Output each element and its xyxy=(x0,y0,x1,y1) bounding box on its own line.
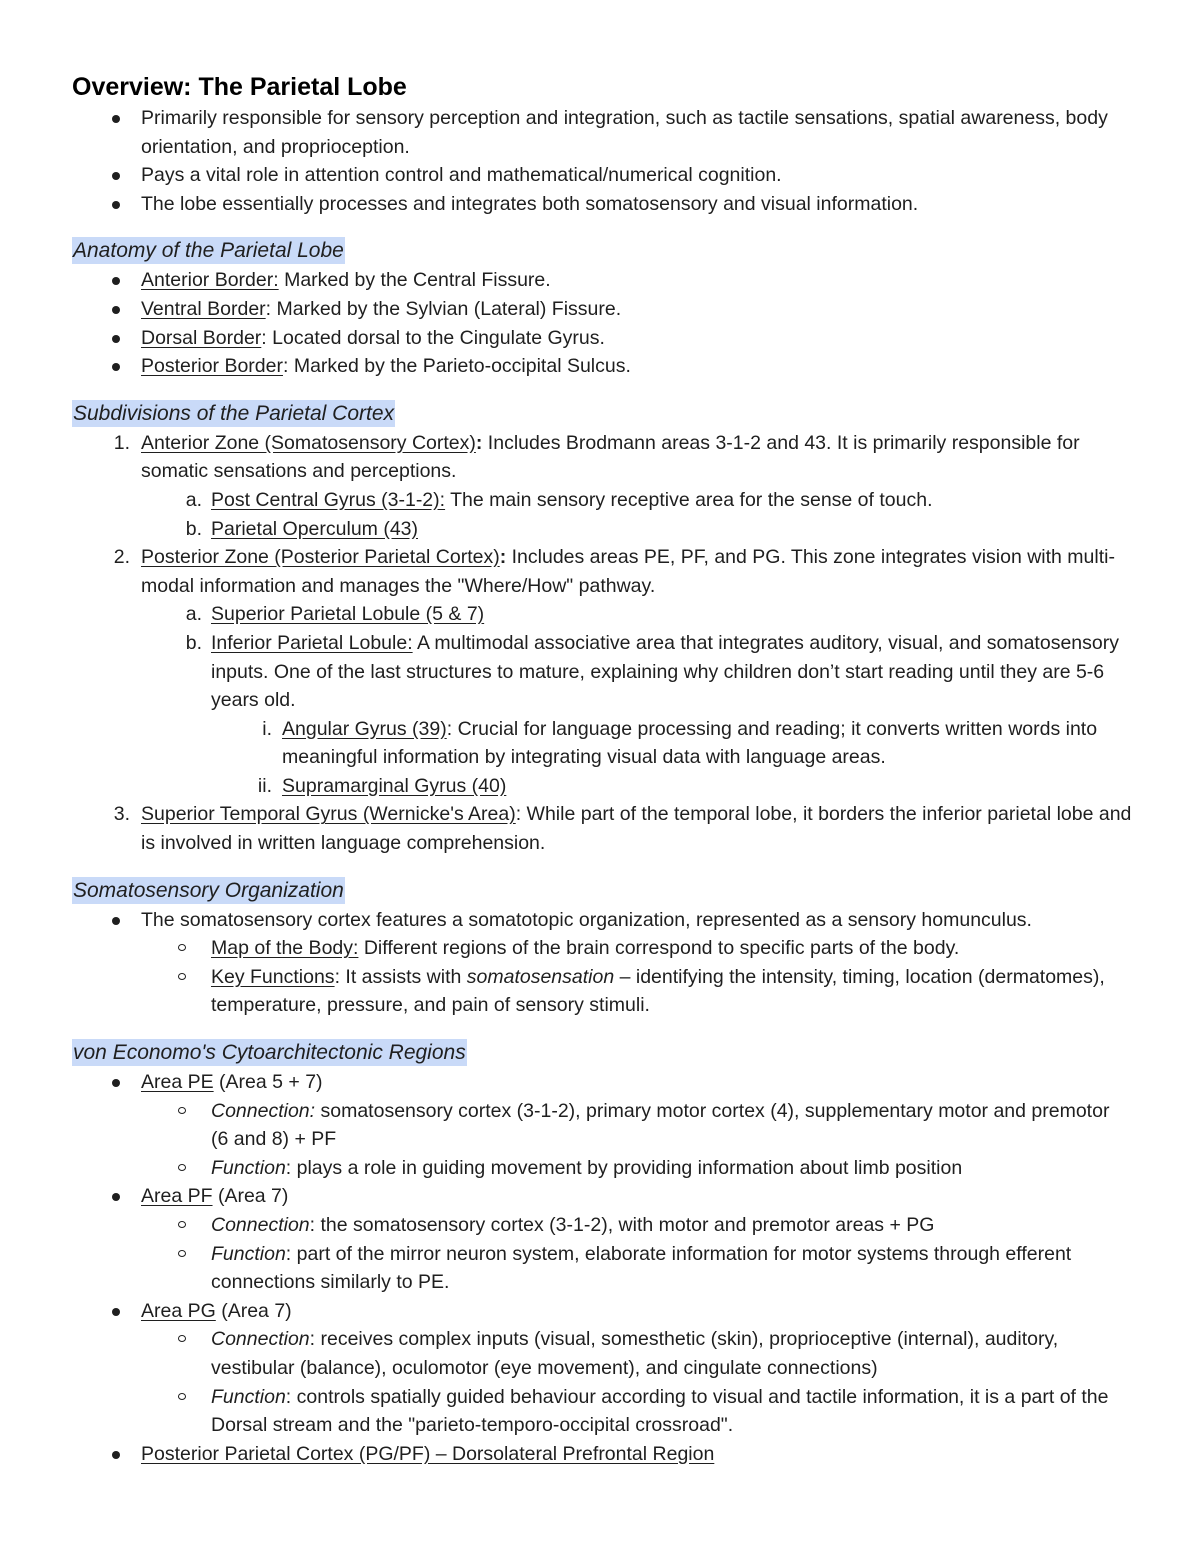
list-marker: 1. xyxy=(113,431,130,454)
term-label: Ventral Border xyxy=(141,297,266,320)
subdivisions-list xyxy=(72,429,1132,858)
term-label: Posterior Border xyxy=(141,355,283,378)
list-marker: 3. xyxy=(113,803,130,826)
term-text: : It assists with xyxy=(334,965,467,988)
term-colon: : xyxy=(499,546,507,569)
list-marker: a. xyxy=(185,603,202,626)
list-item xyxy=(72,515,1132,544)
term-label: Posterior Parietal Cortex (PG/PF) – Dorsolateral Prefrontal Region xyxy=(141,1442,715,1465)
term-text: : Crucial for language processing and reading; it converts written words into meaningful information by integrating visual data with language areas. xyxy=(282,717,1098,769)
term-text: : the somatosensory cortex (3-1-2), with motor and premotor areas + PG xyxy=(309,1214,935,1236)
section-heading-anatomy xyxy=(72,237,1132,266)
list-item xyxy=(72,1383,1132,1440)
list-item xyxy=(72,772,1132,801)
term-label: Supramarginal Gyrus (40) xyxy=(282,774,507,797)
list-item-text: Pays a vital role in attention control and mathematical/numerical cognition. xyxy=(141,164,782,187)
list-item-text: The somatosensory cortex features a somatotopic organization, represented as a sensory homunculus. xyxy=(141,908,1032,931)
term-text: somatosensory cortex (3-1-2), primary motor cortex (4), supplementary motor and premotor (6 and 8) + PF xyxy=(211,1099,1110,1151)
term-text: Marked by the Central Fissure. xyxy=(278,269,551,292)
list-item xyxy=(72,104,1132,161)
overview-list xyxy=(72,104,1132,218)
section-heading-text: Subdivisions of the Parietal Cortex xyxy=(73,401,394,425)
list-item xyxy=(72,1182,1132,1211)
term-text: : part of the mirror neuron system, elaborate information for motor systems through efferent connections similarly to PE. xyxy=(211,1242,1072,1294)
list-item xyxy=(72,1325,1132,1382)
term-text: (Area 7) xyxy=(212,1185,289,1208)
term-text: Includes areas PE, PF, and PG. This zone integrates vision with multi-modal information and manages the "Where/How" pathway. xyxy=(141,546,1115,597)
list-item xyxy=(72,1097,1132,1154)
term-label: Angular Gyrus (39) xyxy=(282,717,447,740)
term-text: A multimodal associative area that integrates auditory, visual, and somatosensory inputs. One of the last structures to mature, explaining why children don’t start reading until they are 5-6 years old. xyxy=(211,631,1119,712)
term-label: Anterior Zone (Somatosensory Cortex) xyxy=(141,431,476,454)
term-label: Inferior Parietal Lobule: xyxy=(211,631,413,654)
term-text: (Area 7) xyxy=(215,1299,292,1322)
term-text: Includes Brodmann areas 3-1-2 and 43. It is primarily responsible for somatic sensations and perceptions. xyxy=(141,431,1080,483)
term-text: : Marked by the Parieto-occipital Sulcus. xyxy=(282,355,631,378)
section-heading-text: Anatomy of the Parietal Lobe xyxy=(73,239,344,263)
term-label: Area PE xyxy=(141,1071,214,1094)
term-label: Function xyxy=(211,1156,286,1179)
list-item xyxy=(72,629,1132,715)
term-label: Area PG xyxy=(141,1299,216,1322)
term-text: The main sensory receptive area for the sense of touch. xyxy=(445,488,933,511)
term-text: (Area 5 + 7) xyxy=(213,1071,323,1094)
list-item-text: The lobe essentially processes and integrates both somatosensory and visual information. xyxy=(141,192,919,215)
economo-list xyxy=(72,1068,1132,1468)
list-marker: i. xyxy=(262,717,272,740)
list-item-text: Primarily responsible for sensory perception and integration, such as tactile sensations, spatial awareness, body orientation, and proprioception. xyxy=(141,107,1108,158)
term-label: Function xyxy=(211,1242,286,1265)
section-heading-text: von Economo's Cytoarchitectonic Regions xyxy=(73,1041,466,1065)
list-item xyxy=(72,934,1132,963)
list-item xyxy=(72,352,1132,381)
list-item xyxy=(72,1440,1132,1469)
list-item xyxy=(72,963,1132,1020)
list-item xyxy=(72,161,1132,190)
term-label: Connection xyxy=(211,1214,310,1236)
term-label: Post Central Gyrus (3-1-2): xyxy=(211,488,446,511)
term-label: Connection xyxy=(211,1328,310,1351)
term-text: : controls spatially guided behaviour according to visual and tactile information, it is a part of the Dorsal stream and the "parieto-temporo-occipital crossroad". xyxy=(211,1385,1109,1437)
list-item xyxy=(72,800,1132,857)
term-text: : Marked by the Sylvian (Lateral) Fissure. xyxy=(265,297,622,320)
term-text: : While part of the temporal lobe, it borders the inferior parietal lobe and is involved in written language comprehension. xyxy=(141,803,1132,855)
somatosensory-list xyxy=(72,906,1132,1020)
term-text: – identifying the intensity, timing, location (dermatomes), temperature, pressure, and pain of sensory stimuli. xyxy=(211,965,1105,1017)
term-label: Key Functions xyxy=(211,965,335,988)
list-item xyxy=(72,600,1132,629)
list-item xyxy=(72,1154,1132,1183)
term-label: Parietal Operculum (43) xyxy=(211,517,418,540)
term-emphasis: somatosensation xyxy=(466,965,615,988)
term-text: : receives complex inputs (visual, somesthetic (skin), proprioceptive (internal), auditory, vestibular (balance), oculomotor (eye movement), and cingulate connections) xyxy=(211,1328,1059,1379)
term-colon: : xyxy=(475,431,483,454)
term-text: : Located dorsal to the Cingulate Gyrus. xyxy=(261,326,605,349)
section-heading-text: Somatosensory Organization xyxy=(73,878,344,902)
term-label: Dorsal Border xyxy=(141,326,262,349)
list-item xyxy=(72,715,1132,772)
list-item xyxy=(72,486,1132,515)
list-item xyxy=(72,1297,1132,1326)
term-label: Posterior Zone (Posterior Parietal Cortex) xyxy=(141,546,500,569)
list-marker: ii. xyxy=(257,774,272,797)
section-heading-subdivisions xyxy=(72,400,1132,429)
list-item xyxy=(72,1211,1132,1240)
term-label: Area PF xyxy=(141,1185,213,1208)
list-item xyxy=(72,190,1132,219)
document-page xyxy=(72,70,1132,1468)
list-item xyxy=(72,429,1132,486)
section-heading-economo xyxy=(72,1039,1132,1068)
list-item xyxy=(72,543,1132,600)
term-text: Different regions of the brain correspond to specific parts of the body. xyxy=(358,937,960,960)
page-title: Overview: The Parietal Lobe xyxy=(72,73,407,101)
list-marker: 2. xyxy=(113,546,130,569)
section-heading-somatosensory xyxy=(72,877,1132,906)
list-item xyxy=(72,295,1132,324)
list-marker: b. xyxy=(185,631,202,654)
term-label: Superior Temporal Gyrus (Wernicke's Area) xyxy=(141,803,516,826)
term-label: Anterior Border: xyxy=(141,269,279,292)
list-marker: a. xyxy=(185,488,202,511)
term-label: Connection: xyxy=(211,1099,316,1122)
list-item xyxy=(72,1068,1132,1097)
list-item xyxy=(72,266,1132,295)
anatomy-list xyxy=(72,266,1132,380)
term-label: Function xyxy=(211,1385,286,1408)
list-item xyxy=(72,906,1132,935)
list-item xyxy=(72,1240,1132,1297)
list-item xyxy=(72,324,1132,353)
list-marker: b. xyxy=(185,517,202,540)
term-label: Map of the Body: xyxy=(211,937,359,960)
term-label: Superior Parietal Lobule (5 & 7) xyxy=(211,603,485,626)
term-text: : plays a role in guiding movement by providing information about limb position xyxy=(285,1156,963,1179)
